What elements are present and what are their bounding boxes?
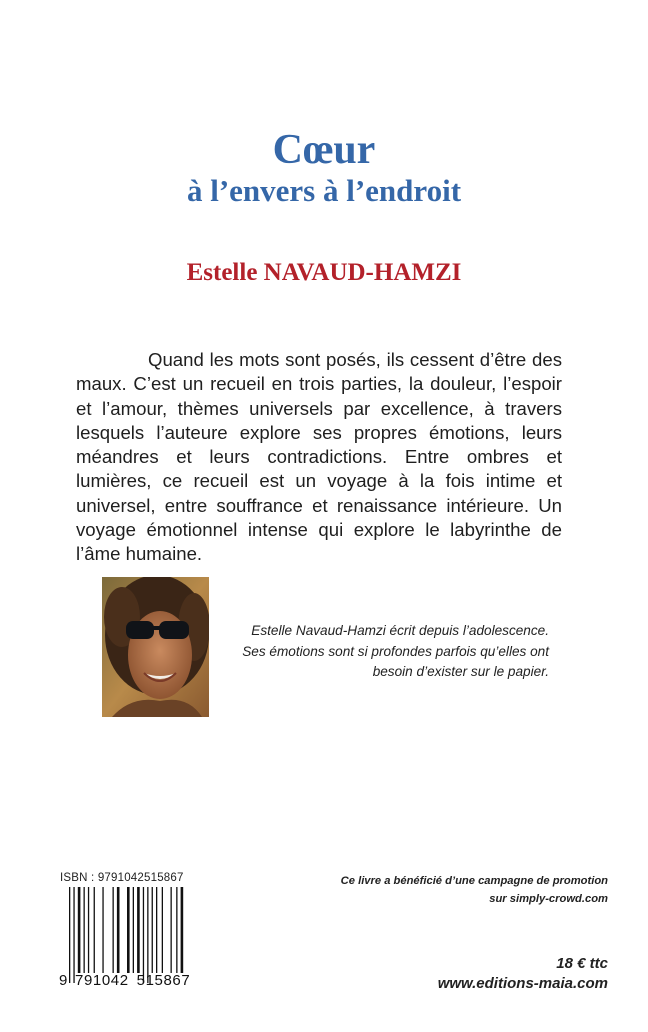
promotion-line: sur simply-crowd.com xyxy=(489,893,608,905)
barcode-bar xyxy=(117,887,120,973)
barcode-bar xyxy=(94,887,95,973)
barcode-digit-group: 791042 xyxy=(75,972,129,989)
barcode-bar xyxy=(84,887,85,973)
barcode-bar xyxy=(181,887,184,973)
barcode-bar xyxy=(127,887,130,973)
barcode-bar xyxy=(152,887,153,973)
barcode-bar xyxy=(133,887,134,973)
barcode-bar xyxy=(88,887,89,973)
back-cover-blurb: Quand les mots sont posés, ils cessent d’être des maux. C’est un recueil en trois parties, la douleur, l’espoir et l’amour, thèmes universels par excellence, à travers lesquels l’auteure explore ses propres émotions, leurs méandres et leurs contradictions. Entre ombres et lumières, ce recueil est un voyage à la fois intime et universel, entre souffrance et renaissance intérieure. Un voyage émotionnel intense qui explore le labyrinthe de l’âme humaine. xyxy=(76,349,562,565)
author-bio-line: Estelle Navaud-Hamzi écrit depuis l’adolescence. xyxy=(251,623,549,638)
book-subtitle: à l’envers à l’endroit xyxy=(186,173,462,208)
isbn-label: ISBN : 9791042515867 xyxy=(60,872,184,884)
author-portrait-illustration xyxy=(102,577,209,717)
author-photo xyxy=(102,577,209,717)
barcode-bar xyxy=(137,887,140,973)
author-bio-line: Ses émotions sont si profondes parfois qu’elles ont xyxy=(242,643,549,659)
author-name: Estelle NAVAUD-HAMZI xyxy=(186,259,462,286)
barcode-bar xyxy=(113,887,114,973)
barcode-digit-group: 515867 xyxy=(136,972,191,989)
barcode-bar xyxy=(171,887,172,973)
barcode-bar xyxy=(143,887,144,983)
price: 18 € ttc xyxy=(556,955,608,972)
barcode-digit-first: 9 xyxy=(59,972,68,989)
promotion-line: Ce livre a bénéficié d’une campagne de promotion xyxy=(340,875,608,887)
promotion-notice xyxy=(308,872,608,908)
barcode-bar xyxy=(176,887,177,973)
barcode-digits xyxy=(59,972,195,989)
barcode-bar xyxy=(78,887,81,973)
author-bio xyxy=(216,621,549,683)
barcode-bar xyxy=(147,887,148,983)
author-bio-line: besoin d’exister sur le papier. xyxy=(372,664,549,679)
barcode-bar xyxy=(162,887,163,973)
publisher-website: www.editions-maia.com xyxy=(437,975,608,992)
barcode-bar xyxy=(69,887,70,983)
barcode-bar xyxy=(102,887,103,973)
barcode-bar xyxy=(73,887,74,983)
barcode-bar xyxy=(156,887,157,973)
book-title: Cœur xyxy=(272,127,376,173)
